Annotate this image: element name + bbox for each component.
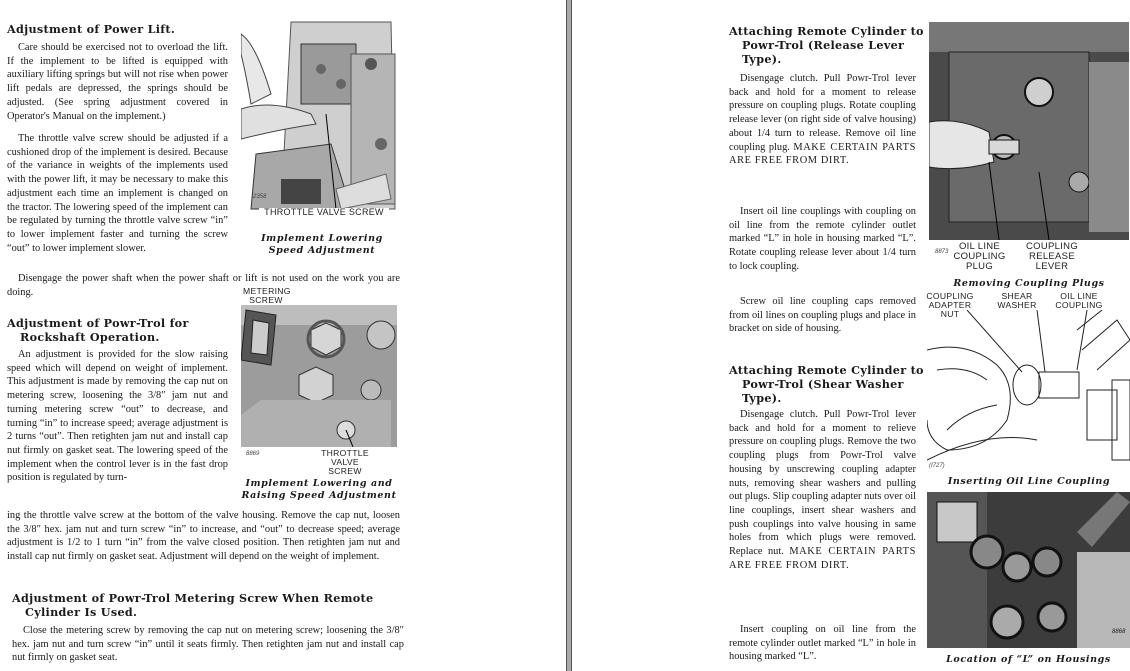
label-throttle-valve-screw: THROTTLE VALVE SCREW bbox=[259, 208, 389, 217]
warning-text: MAKE CERTAIN PARTS ARE FREE FROM DIRT. bbox=[729, 546, 916, 571]
heading-line: Powr-Trol (Shear Washer bbox=[742, 377, 904, 391]
label-oil-line-coupling-plug: OIL LINE COUPLING PLUG bbox=[953, 241, 1006, 272]
heading-powr-trol-rockshaft bbox=[7, 316, 189, 344]
label-throttle-valve-screw: THROTTLE VALVE SCREW bbox=[321, 448, 369, 477]
heading-metering-screw-remote bbox=[12, 591, 373, 619]
figure-caption: Implement Lowering and Raising Speed Adjustment bbox=[241, 478, 397, 501]
heading-line: Powr-Trol (Release Lever bbox=[742, 38, 905, 52]
label-metering-screw: METERING SCREW bbox=[243, 286, 291, 306]
paragraph bbox=[729, 408, 916, 572]
figure-caption: Location of “L” on Housings bbox=[946, 654, 1111, 665]
figure-number: 2358 bbox=[253, 194, 267, 200]
figure-inserting-coupling-drawing bbox=[927, 310, 1130, 470]
paragraph: Close the metering screw by removing the cap nut on metering screw; loosening the 3/8″ hex. jam nut and turn screw “in” until it seats firmly. Then retighten jam nut and install cap nut firmly on gasket seat. bbox=[12, 625, 404, 664]
figure-number: 8869 bbox=[246, 451, 260, 457]
figure-caption: Implement Lowering Speed Adjustment bbox=[261, 233, 383, 256]
heading-line: Type). bbox=[742, 391, 782, 405]
inserting-coupling-illustration bbox=[927, 310, 1130, 470]
paragraph: Insert oil line couplings with coupling on oil line from the remote cylinder outlet marked “L” in hole in housing marked “L”. Rotate coupling release lever about 1/4 turn to lock coupling. bbox=[729, 206, 916, 272]
heading-line: Adjustment of Powr-Trol for bbox=[7, 316, 189, 330]
paragraph-text: Disengage clutch. Pull Powr-Trol lever back and hold for a moment to release pressure on coupling plugs. Rotate coupling release lever (on right side of valve housing) about 1/4 turn to release. Remove oil line coupling plug. bbox=[729, 73, 916, 153]
coupling-plugs-illustration bbox=[929, 22, 1129, 240]
figure-valve-housing-photo bbox=[241, 305, 397, 447]
paragraph: The throttle valve screw should be adjusted if a cushioned drop of the implement is desired. Because of the variance in weights of the implements used with the power lift, it may be necessary to make this adjustment each time an implement is changed on the tractor. The lowering speed of the implement can be regulated by turning the throttle valve screw “in” to lower implement faster and turning the screw “out” to lower implement slower. bbox=[7, 133, 228, 254]
heading-line: Attaching Remote Cylinder to bbox=[729, 24, 924, 38]
label-coupling-adapter-nut: COUPLING ADAPTER NUT bbox=[926, 291, 974, 320]
heading-shear-washer-type bbox=[729, 363, 929, 405]
right-page bbox=[572, 0, 1130, 671]
warning-text: MAKE CERTAIN PARTS ARE FREE FROM DIRT. bbox=[729, 141, 916, 167]
paragraph: An adjustment is provided for the slow raising speed which will depend on weight of implement. This adjustment is made by removing the cap nut on metering screw, loosening the 3/8″ jam nut and turning metering screw “out” to decrease, and turning “in” to increase speed; average adjustment is 2 turns “out”. Then retighten jam nut and install cap nut firmly on gasket seat. The lowering speed of the implement when the control lever is in the fast drop position is regulated by turn- bbox=[7, 349, 228, 484]
housings-illustration bbox=[927, 492, 1130, 648]
figure-number: 8868 bbox=[1112, 629, 1126, 635]
figure-housings-photo bbox=[927, 492, 1130, 648]
label-shear-washer: SHEAR WASHER bbox=[997, 291, 1037, 311]
label-coupling-release-lever: COUPLING RELEASE LEVER bbox=[1025, 241, 1079, 272]
label-oil-line-coupling: OIL LINE COUPLING bbox=[1055, 291, 1103, 311]
paragraph: Care should be exercised not to overload the lift. If the implement to be lifted is equipped with auxiliary lifting springs but will not rise when power lift pedals are depressed, the springs should be adjusted. (See spring adjustment covered in Operator's Manual on the implement.) bbox=[7, 42, 228, 122]
paragraph: ing the throttle valve screw at the bottom of the valve housing. Remove the cap nut, loosen the 3/8″ hex. jam nut and turn screw “in” to increase, and “out” to decrease speed; average adjustment is 1/2 to 1 turn “in” from the valve closed position. Then retighten jam nut and install cap nut firmly on gasket seat. Adjustment will depend on the weight of implement. bbox=[7, 510, 400, 563]
tractor-lift-illustration bbox=[241, 14, 397, 217]
figure-caption: Inserting Oil Line Coupling bbox=[947, 476, 1111, 487]
paragraph: Insert coupling on oil line from the remote cylinder outlet marked “L” in hole in housing marked “L”. bbox=[729, 624, 916, 663]
figure-number: 8873 bbox=[935, 249, 949, 255]
heading-line: Rockshaft Operation. bbox=[20, 330, 160, 344]
heading-line: Attaching Remote Cylinder to bbox=[729, 363, 924, 377]
paragraph-text: Disengage clutch. Pull Powr-Trol lever back and hold for a moment to relieve pressure on coupling plugs. Remove the two coupling plugs from Powr-Trol valve housing by unscrewing coupling adapter nuts, removing shear washers and pulling out plugs. Slip coupling adapter nuts over oil line couplings, insert shear washers and push couplings into valve housing in same holes from which plugs were removed. Replace nut. bbox=[729, 409, 917, 558]
heading-line: Cylinder Is Used. bbox=[25, 605, 138, 619]
heading-release-lever-type bbox=[729, 24, 929, 66]
figure-throttle-valve-photo bbox=[241, 14, 397, 217]
paragraph: Disengage the power shaft when the power shaft or lift is not used on the work you are doing. bbox=[7, 273, 400, 298]
heading-adjustment-power-lift: Adjustment of Power Lift. bbox=[7, 22, 176, 36]
heading-line: Adjustment of Powr-Trol Metering Screw When Remote bbox=[12, 591, 374, 605]
figure-caption: Removing Coupling Plugs bbox=[953, 278, 1105, 289]
valve-housing-illustration bbox=[241, 305, 397, 447]
figure-coupling-plugs-photo bbox=[929, 22, 1129, 240]
paragraph: Screw oil line coupling caps removed from oil lines on coupling plugs and place in bracket on side of housing. bbox=[729, 296, 916, 335]
heading-line: Type). bbox=[742, 52, 782, 66]
figure-number: (I727) bbox=[929, 463, 945, 469]
paragraph bbox=[729, 72, 916, 168]
